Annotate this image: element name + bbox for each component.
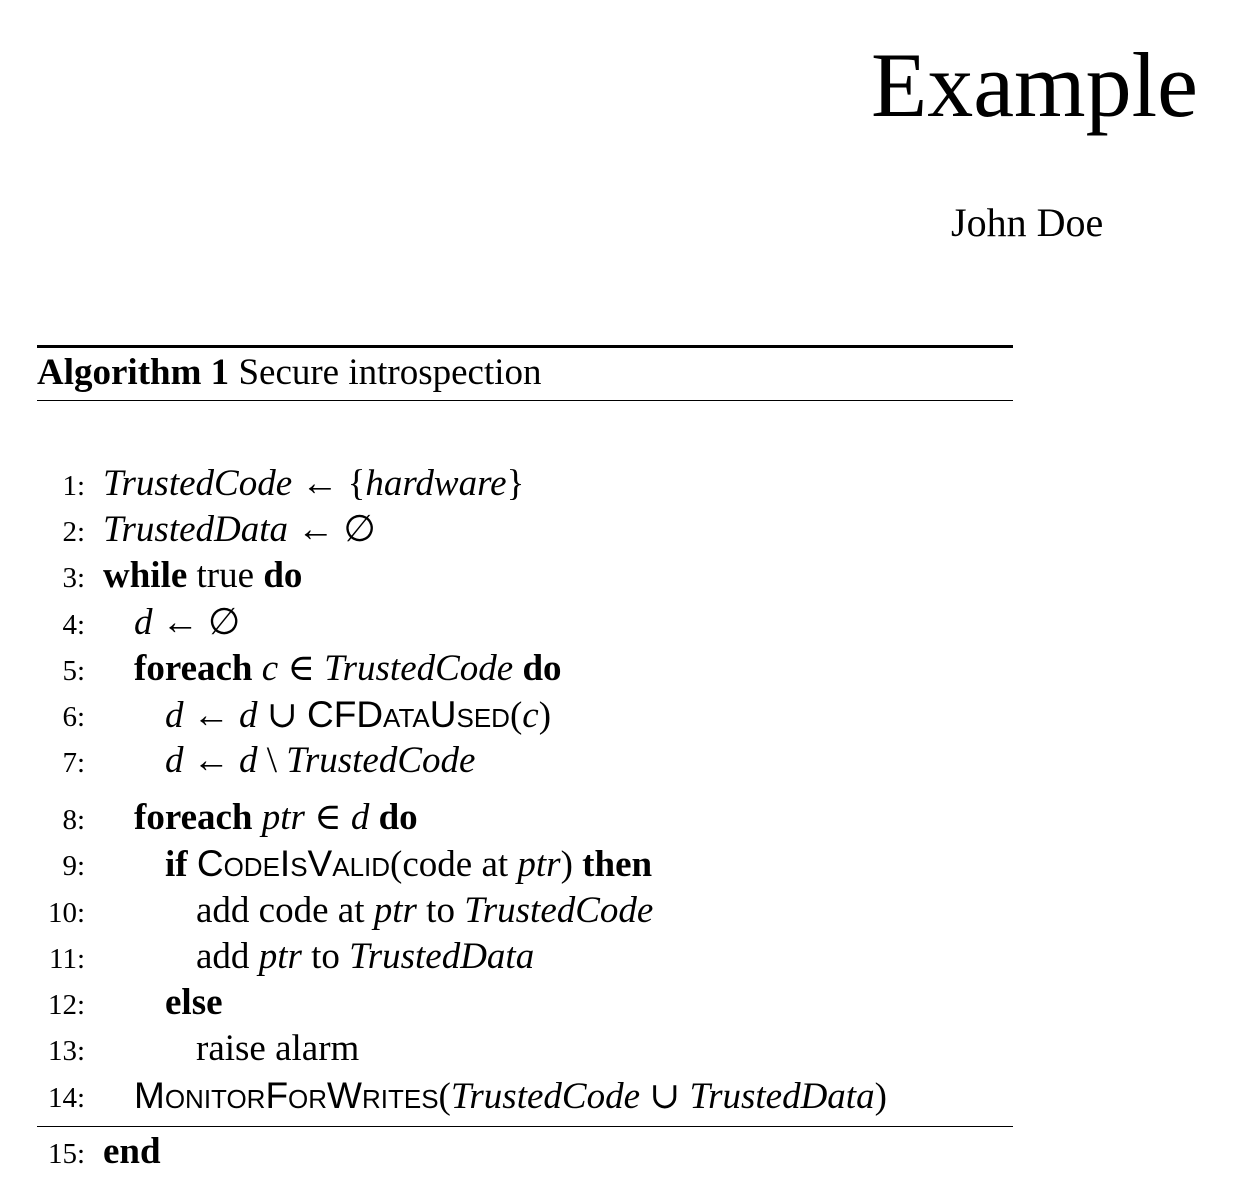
keyword: else: [165, 982, 223, 1023]
math-variable: d: [350, 797, 370, 838]
math-variable: TrustedCode: [286, 740, 476, 781]
math-variable: TrustedCode: [464, 890, 654, 931]
math-variable: ptr: [261, 797, 305, 838]
line-number: 14:: [47, 1082, 85, 1114]
line-code: [103, 1129, 161, 1175]
line-number: 6:: [62, 701, 85, 733]
line-code: [134, 795, 418, 841]
math-operator: ): [874, 1076, 887, 1117]
math-variable: c: [522, 695, 539, 736]
line-code: [134, 646, 562, 692]
line-number: 9:: [62, 850, 85, 882]
line-number: 5:: [62, 655, 85, 687]
line-number: 15:: [47, 1138, 85, 1170]
line-code: [103, 461, 524, 507]
math-variable: TrustedData: [103, 509, 289, 550]
line-number: 10:: [47, 897, 85, 929]
math-variable: d: [134, 602, 153, 643]
line-number: 12:: [47, 989, 85, 1021]
keyword: while: [103, 555, 188, 596]
math-operator: ∈: [304, 797, 351, 838]
line-code: [134, 600, 240, 646]
line-number: 7:: [62, 747, 85, 779]
math-variable: d: [165, 695, 184, 736]
line-code: [196, 934, 534, 980]
plain-text: add: [196, 936, 259, 977]
math-variable: c: [261, 648, 279, 689]
line-code: [196, 888, 653, 934]
line-number: 13:: [47, 1035, 85, 1067]
math-operator: ): [538, 695, 552, 736]
line-code: [196, 1026, 359, 1072]
line-code: [165, 692, 551, 739]
line-number: 4:: [62, 609, 85, 641]
math-variable: d: [239, 695, 258, 736]
keyword: then: [582, 844, 653, 885]
keyword: if: [165, 844, 188, 885]
math-operator: (: [438, 1076, 451, 1117]
math-operator: ∈: [278, 648, 325, 689]
line-number: 8:: [62, 804, 85, 836]
math-variable: TrustedData: [349, 936, 535, 977]
math-operator: ): [560, 844, 573, 885]
math-operator: \: [257, 740, 287, 781]
plain-text: [573, 844, 582, 885]
math-variable: TrustedCode: [103, 463, 293, 504]
math-variable: d: [239, 740, 258, 781]
math-variable: ptr: [373, 890, 417, 931]
plain-text: [188, 844, 197, 885]
keyword: do: [522, 648, 562, 689]
plain-text: to: [301, 936, 350, 977]
keyword: do: [378, 797, 418, 838]
math-operator: ∪: [640, 1076, 690, 1117]
plain-text: [369, 797, 378, 838]
math-operator: ←: [183, 695, 239, 736]
math-operator: ← ∅: [288, 509, 376, 550]
keyword: foreach: [134, 797, 253, 838]
algorithm-box: [37, 345, 1013, 1172]
line-number: 11:: [49, 943, 85, 975]
math-variable: TrustedCode: [450, 1076, 641, 1117]
math-operator: {: [347, 463, 366, 504]
line-code: [165, 980, 223, 1026]
algorithm-caption: [37, 348, 1013, 400]
keyword: foreach: [134, 648, 253, 689]
keyword: end: [103, 1131, 161, 1172]
procedure-name: CodeIsValid: [196, 843, 391, 884]
plain-text: raise alarm: [196, 1028, 360, 1069]
line-number: 2:: [62, 516, 85, 548]
line-number: 1:: [62, 470, 85, 502]
plain-text: [253, 648, 262, 689]
math-operator: ← ∅: [152, 602, 241, 643]
math-operator: }: [506, 463, 525, 504]
math-variable: TrustedCode: [324, 648, 514, 689]
keyword: do: [263, 555, 303, 596]
line-code: [165, 738, 475, 784]
math-variable: ptr: [517, 844, 561, 885]
algorithm-caption-text: Secure introspection: [238, 352, 542, 393]
math-variable: d: [165, 740, 184, 781]
bottom-rule: [37, 1126, 1013, 1127]
line-code: [103, 553, 302, 599]
algorithm-lines: [37, 401, 1013, 1172]
plain-text: code at: [402, 844, 518, 885]
line-code: [165, 841, 652, 888]
author-name: John Doe: [951, 200, 1104, 245]
plain-text: add code at: [196, 890, 374, 931]
math-variable: TrustedData: [689, 1076, 875, 1117]
line-code: [134, 1073, 887, 1120]
math-variable: ptr: [258, 936, 302, 977]
math-operator: ←: [183, 740, 239, 781]
math-operator: ∪: [257, 695, 308, 736]
algorithm-label: Algorithm 1: [37, 352, 230, 393]
plain-text: [253, 797, 262, 838]
math-variable: hardware: [365, 463, 507, 504]
plain-text: to: [416, 890, 465, 931]
math-operator: (: [390, 844, 403, 885]
line-number: 3:: [62, 562, 85, 594]
procedure-name: MonitorForWrites: [134, 1075, 439, 1116]
document-title: Example: [871, 34, 1198, 136]
plain-text: true: [187, 555, 264, 596]
math-operator: ←: [292, 463, 348, 504]
line-code: [103, 507, 376, 553]
math-operator: (: [509, 695, 523, 736]
procedure-name: CFDataUsed: [307, 694, 510, 735]
